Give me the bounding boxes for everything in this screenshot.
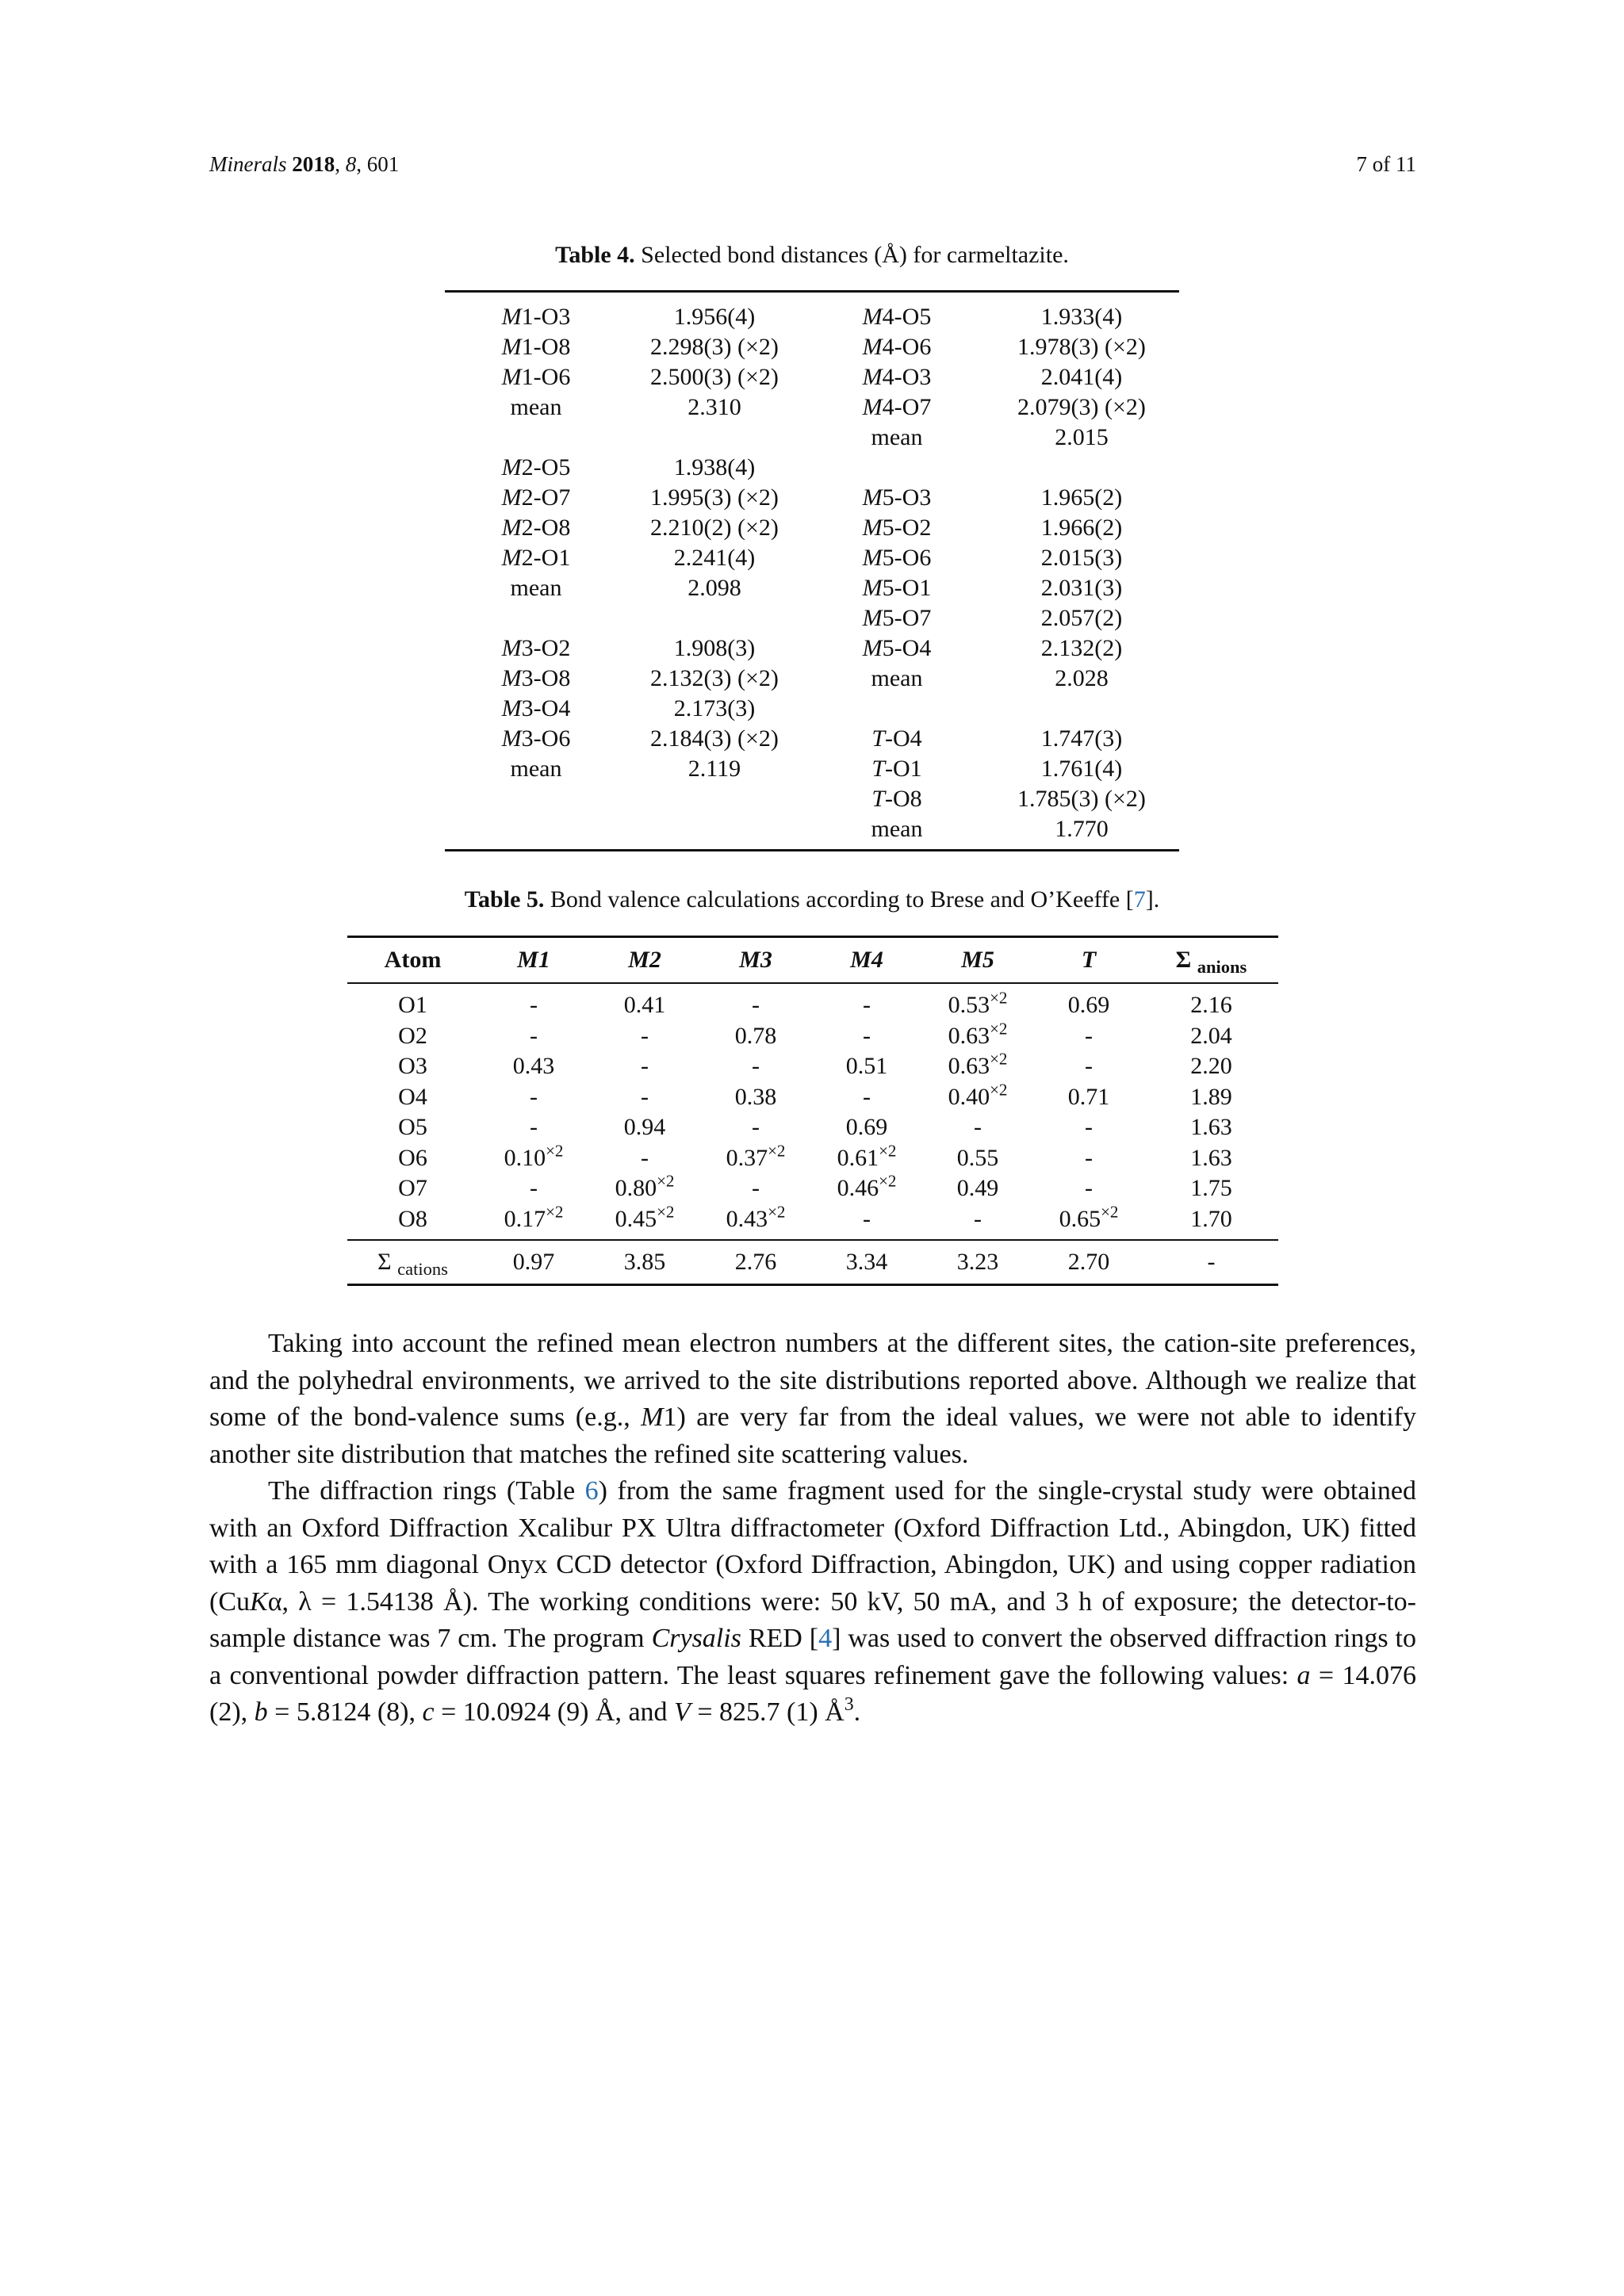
table5-header-m2: M2 <box>628 947 661 973</box>
table5-value-cell <box>589 1021 700 1052</box>
table5-value-cell <box>922 1204 1033 1241</box>
table5-value-cell <box>589 983 700 1021</box>
table4-cell: mean <box>871 424 923 450</box>
table5-value-cell <box>589 1204 700 1241</box>
table4-cell: 2.132(2) <box>1040 635 1123 661</box>
table5-value-cell <box>1144 1021 1278 1052</box>
table5-value-cell <box>700 983 811 1021</box>
cell-value: - <box>863 992 871 1019</box>
table5-value-cell <box>811 1143 922 1174</box>
table4-row <box>445 543 1179 573</box>
table4-cell: M5-O7 <box>862 605 932 631</box>
table5-header-atom: Atom <box>384 947 442 973</box>
table5-value-cell <box>922 1082 1033 1113</box>
table4-cell: M2-O1 <box>501 545 571 571</box>
table4-cell: 2.500(3) (×2) <box>650 364 779 390</box>
table4-row <box>445 332 1179 362</box>
table4-cell: 2.298(3) (×2) <box>650 334 779 360</box>
article-number: 601 <box>366 152 400 176</box>
table5-atom-cell <box>347 1204 478 1241</box>
cell-value: 0.43 <box>726 1205 768 1232</box>
table4-cell: M1-O8 <box>501 334 571 360</box>
sigma-symbol: Σ <box>1175 947 1192 973</box>
table5-atom-cell <box>347 1021 478 1052</box>
p2-text-b: ) from the same fragment used for the single-crystal study were obtained with an Oxford Diffraction Xcalibur PX Ultra diffractometer (Oxford Diffraction Ltd., Abingdon, UK) fitted with a 165 mm diagonal Onyx CCD detector (Oxford Diffraction, Abingdon, UK) and using copper radiation (Cu <box>209 1476 1416 1617</box>
table5-atom-cell <box>347 1112 478 1143</box>
p2-text-g: = 5.8124 (8), <box>267 1697 423 1727</box>
table5-row <box>347 1051 1278 1082</box>
table4-cell: M5-O3 <box>862 484 932 511</box>
cell-value: - <box>1085 1114 1093 1141</box>
cell-value: - <box>641 1144 649 1171</box>
multiplicity-superscript: ×2 <box>546 1141 564 1161</box>
table5-value-cell <box>811 983 922 1021</box>
table5-value-cell <box>478 1051 589 1082</box>
table5-value-cell <box>478 1204 589 1241</box>
table5-citation-link[interactable]: 7 <box>1133 886 1146 913</box>
cell-value: 0.17 <box>504 1205 546 1232</box>
cell-value: O4 <box>398 1083 427 1110</box>
cell-value: 0.37 <box>726 1144 768 1171</box>
table4-row <box>445 664 1179 694</box>
table5-value-cell <box>700 1112 811 1143</box>
table5-value-cell <box>1033 1051 1144 1082</box>
cell-value: 2.20 <box>1190 1053 1232 1080</box>
multiplicity-superscript: ×2 <box>879 1141 897 1161</box>
cell-value: 1.89 <box>1190 1083 1232 1110</box>
table5-caption-text: Bond valence calculations according to Brese and O’Keeffe [ <box>550 886 1134 913</box>
table5-value-cell <box>589 1082 700 1113</box>
p1-text-b: 1) are very far from the ideal values, we were not able to identify another site distribution that matches the refined site scattering values. <box>209 1402 1416 1469</box>
table4-cell: 1.785(3) (×2) <box>1017 786 1146 812</box>
cell-value: 0.69 <box>1067 992 1110 1019</box>
cell-value: 0.53 <box>948 992 990 1019</box>
table5-value-cell <box>811 1082 922 1113</box>
table5-value-cell <box>922 1112 1033 1143</box>
table5-value-cell <box>478 1143 589 1174</box>
cell-value: 0.69 <box>845 1114 888 1141</box>
table5-value-cell <box>811 1204 922 1241</box>
table5-sum-cell: 2.76 <box>734 1249 777 1275</box>
table5-sum-row <box>347 1240 1278 1285</box>
table4-cell: mean <box>510 394 562 420</box>
table4-cell: 1.978(3) (×2) <box>1017 334 1146 360</box>
table5-row <box>347 1112 1278 1143</box>
table5-header-m3: M3 <box>739 947 772 973</box>
cell-value: - <box>752 1053 760 1080</box>
cell-value: - <box>530 1083 538 1110</box>
cell-value: 0.63 <box>948 1053 990 1080</box>
table4-cell: 2.173(3) <box>673 695 756 721</box>
table5-row <box>347 1143 1278 1174</box>
cell-value: - <box>641 1022 649 1049</box>
table5-atom-cell <box>347 1143 478 1174</box>
p2-text-c: α, λ = 1.54138 Å). The working conditions were: 50 kV, 50 mA, and 3 h of exposure; the detector-to-sample distance was 7 cm. The program <box>209 1586 1416 1653</box>
table4-cell: M3-O6 <box>501 725 571 752</box>
table5-value-cell <box>811 1173 922 1204</box>
table5-value-cell <box>478 1112 589 1143</box>
table5-value-cell <box>478 983 589 1021</box>
p1-site-symbol: M <box>641 1402 664 1432</box>
cell-value: 0.55 <box>956 1144 999 1171</box>
p2-text-h: = 10.0924 (9) Å, and <box>434 1697 675 1727</box>
body-text <box>209 1326 1416 1732</box>
table4-row <box>445 483 1179 513</box>
table4-cell: 2.015(3) <box>1040 545 1123 571</box>
table5-value-cell <box>922 1173 1033 1204</box>
table4-cell: 1.933(4) <box>1040 304 1123 330</box>
p2-program-name: Crysalis <box>651 1624 741 1653</box>
table5-sum-cell: 2.70 <box>1067 1249 1110 1275</box>
paragraph-site-distribution <box>209 1326 1416 1473</box>
journal-volume: 8 <box>345 152 357 176</box>
table4-cell: T-O4 <box>871 725 922 752</box>
journal-citation: Minerals 2018, 8, 601 <box>209 152 400 176</box>
table5-value-cell <box>811 1112 922 1143</box>
table4-cell: M1-O6 <box>501 364 571 390</box>
table5-header-sum-anions <box>1144 937 1278 984</box>
p2-exponent: 3 <box>844 1693 854 1715</box>
table5-header-row <box>347 937 1278 984</box>
journal-year: 2018 <box>292 152 335 176</box>
table4-caption <box>0 242 1624 269</box>
table5-value-cell <box>1033 1143 1144 1174</box>
p2-end: . <box>853 1697 861 1727</box>
cell-value: - <box>641 1053 649 1080</box>
table4-cell: 1.747(3) <box>1040 725 1123 752</box>
multiplicity-superscript: ×2 <box>990 1019 1008 1039</box>
table4-cell: M3-O8 <box>501 665 571 691</box>
cell-value: 0.80 <box>615 1175 657 1202</box>
table5-value-cell <box>700 1051 811 1082</box>
table4-cell: 1.938(4) <box>673 454 756 480</box>
table4-cell: 2.210(2) (×2) <box>650 515 779 541</box>
cell-value: - <box>752 1175 760 1202</box>
table5-value-cell <box>811 1021 922 1052</box>
cell-value: 0.43 <box>512 1053 555 1080</box>
table4-cell: 2.057(2) <box>1040 605 1123 631</box>
table5-sum-cell: 0.97 <box>512 1249 555 1275</box>
multiplicity-superscript: ×2 <box>657 1171 675 1191</box>
cell-value: 0.61 <box>837 1144 879 1171</box>
table4-row <box>445 633 1179 664</box>
table5-bond-valence <box>347 936 1278 1286</box>
cell-value: - <box>863 1083 871 1110</box>
cell-value: - <box>530 1175 538 1202</box>
cell-value: O2 <box>398 1022 427 1049</box>
table5-atom-cell <box>347 983 478 1021</box>
cell-value: 0.49 <box>956 1175 999 1202</box>
table4-row <box>445 392 1179 423</box>
cell-value: O6 <box>398 1144 427 1171</box>
table4-row <box>445 784 1179 814</box>
table5-value-cell <box>1144 1173 1278 1204</box>
table4-cell: 2.079(3) (×2) <box>1017 394 1146 420</box>
table4-cell: M4-O5 <box>862 304 932 330</box>
table4-row <box>445 814 1179 844</box>
table5-value-cell <box>589 1112 700 1143</box>
table5-value-cell <box>478 1173 589 1204</box>
table4-row <box>445 513 1179 543</box>
table5-value-cell <box>1033 1112 1144 1143</box>
table4-caption-text: Selected bond distances (Å) for carmeltazite. <box>641 242 1069 268</box>
table5-value-cell <box>700 1204 811 1241</box>
table4-cell: M3-O2 <box>501 635 571 661</box>
p1-text-a: Taking into account the refined mean electron numbers at the different sites, the cation-site preferences, and the polyhedral environments, we arrived to the site distributions reported above. Although we realize that some of the bond-valence sums (e.g., <box>209 1329 1416 1432</box>
table6-link[interactable]: 6 <box>584 1476 599 1506</box>
cell-value: O1 <box>398 992 427 1019</box>
table4-cell: 2.184(3) (×2) <box>650 725 779 752</box>
table5-caption-end: ]. <box>1145 886 1160 913</box>
cell-value: 0.40 <box>948 1083 990 1110</box>
table4-row <box>445 754 1179 784</box>
cell-value: - <box>1085 1144 1093 1171</box>
p2-text-e: ] was used to convert the observed diffraction rings to a conventional powder diffraction pattern. The least squares refinement gave the following values: <box>209 1624 1416 1690</box>
table4-cell: M2-O8 <box>501 515 571 541</box>
cell-value: - <box>974 1205 982 1232</box>
table5-label: Table 5. <box>464 886 545 913</box>
table5-value-cell <box>1033 1204 1144 1241</box>
table4-cell: M5-O1 <box>862 575 932 601</box>
table5-value-cell <box>1033 1021 1144 1052</box>
multiplicity-superscript: ×2 <box>1101 1202 1119 1222</box>
table4-cell: 2.310 <box>688 394 741 420</box>
table5-header-m4: M4 <box>850 947 883 973</box>
table5-value-cell <box>1033 983 1144 1021</box>
table5-row <box>347 1204 1278 1241</box>
table4-cell: 2.132(3) (×2) <box>650 665 779 691</box>
table5-atom-cell <box>347 1082 478 1113</box>
table5-row <box>347 983 1278 1021</box>
cell-value: 0.71 <box>1067 1083 1110 1110</box>
p2-v-symbol: V <box>674 1697 691 1727</box>
table5-value-cell <box>922 983 1033 1021</box>
cell-value: - <box>641 1083 649 1110</box>
cell-value: - <box>863 1022 871 1049</box>
cell-value: O3 <box>398 1053 427 1080</box>
multiplicity-superscript: ×2 <box>990 988 1008 1008</box>
cell-value: 2.04 <box>1190 1022 1232 1049</box>
cell-value: - <box>530 1022 538 1049</box>
table4-cell: M2-O7 <box>501 484 571 511</box>
table4-label: Table 4. <box>555 242 635 268</box>
p2-k-symbol: K <box>250 1586 268 1617</box>
cell-value: O5 <box>398 1114 427 1141</box>
table5-value-cell <box>1144 1112 1278 1143</box>
table4-row <box>445 573 1179 603</box>
cell-value: 0.10 <box>504 1144 546 1171</box>
table4-row <box>445 603 1179 633</box>
table5-atom-cell <box>347 1051 478 1082</box>
table5-body <box>347 983 1278 1240</box>
cell-value: - <box>530 992 538 1019</box>
table4-cell: mean <box>510 575 562 601</box>
cell-value: 0.51 <box>845 1053 888 1080</box>
cell-value: - <box>1085 1175 1093 1202</box>
table5-row <box>347 1082 1278 1113</box>
multiplicity-superscript: ×2 <box>990 1049 1008 1069</box>
page-number: 7 of 11 <box>1356 152 1416 176</box>
table5-header-m5: M5 <box>961 947 994 973</box>
paragraph-diffraction <box>209 1473 1416 1732</box>
table4-cell: 1.761(4) <box>1040 756 1123 782</box>
table5-value-cell <box>478 1021 589 1052</box>
table4-cell: 2.015 <box>1055 424 1109 450</box>
table5-row <box>347 1021 1278 1052</box>
multiplicity-superscript: ×2 <box>546 1202 564 1222</box>
cell-value: - <box>1085 1022 1093 1049</box>
table5-header-t: T <box>1081 947 1097 973</box>
table5-sum-label <box>347 1240 478 1285</box>
cell-value: 1.63 <box>1190 1114 1232 1141</box>
multiplicity-superscript: ×2 <box>657 1202 675 1222</box>
table4-cell: 1.995(3) (×2) <box>650 484 779 511</box>
p2-c-symbol: c <box>422 1697 435 1727</box>
cell-value: 2.16 <box>1190 992 1232 1019</box>
table4-cell: M4-O6 <box>862 334 932 360</box>
table5-value-cell <box>700 1021 811 1052</box>
table4-cell: T-O8 <box>871 786 922 812</box>
cell-value: 0.94 <box>623 1114 666 1141</box>
table4-cell: 1.770 <box>1055 816 1109 842</box>
table5-value-cell <box>1144 983 1278 1021</box>
table5-value-cell <box>1144 1143 1278 1174</box>
table4-cell: 2.031(3) <box>1040 575 1123 601</box>
ref4-link[interactable]: 4 <box>818 1624 833 1653</box>
table5-value-cell <box>478 1082 589 1113</box>
table5-value-cell <box>811 1051 922 1082</box>
multiplicity-superscript: ×2 <box>768 1202 786 1222</box>
cell-value: - <box>863 1205 871 1232</box>
p2-text-d: RED [ <box>741 1624 819 1653</box>
table4-cell: 1.956(4) <box>673 304 756 330</box>
cell-value: 0.38 <box>734 1083 777 1110</box>
table5-sum-cell: 3.85 <box>623 1249 666 1275</box>
table4-cell: 2.241(4) <box>673 545 756 571</box>
table4-cell: 2.041(4) <box>1040 364 1123 390</box>
table4-cell: M5-O6 <box>862 545 932 571</box>
table4-cell: mean <box>510 756 562 782</box>
table5-value-cell <box>1033 1173 1144 1204</box>
table4-row <box>445 302 1179 332</box>
cations-subscript: cations <box>397 1258 448 1279</box>
table5-value-cell <box>1144 1051 1278 1082</box>
table5-caption <box>0 886 1624 913</box>
table4-cell: M5-O4 <box>862 635 932 661</box>
table5-value-cell <box>589 1173 700 1204</box>
table5-value-cell <box>922 1021 1033 1052</box>
table4-row <box>445 724 1179 754</box>
table5-value-cell <box>1144 1204 1278 1241</box>
table5-value-cell <box>922 1051 1033 1082</box>
table5-row <box>347 1173 1278 1204</box>
table4-cell: 2.098 <box>688 575 741 601</box>
table4-cell: 1.965(2) <box>1040 484 1123 511</box>
cell-value: - <box>752 1114 760 1141</box>
cell-value: - <box>974 1114 982 1141</box>
journal-name: Minerals <box>209 152 287 176</box>
table4-cell: M1-O3 <box>501 304 571 330</box>
table4-cell: M3-O4 <box>501 695 571 721</box>
cell-value: - <box>530 1114 538 1141</box>
table5-sum-cell: - <box>1207 1249 1216 1275</box>
table5-sum-cell: 3.34 <box>845 1249 888 1275</box>
multiplicity-superscript: ×2 <box>990 1080 1008 1100</box>
cell-value: O8 <box>398 1205 427 1232</box>
table5-sum-cell: 3.23 <box>956 1249 999 1275</box>
table4-row <box>445 453 1179 483</box>
cell-value: - <box>752 992 760 1019</box>
table5-value-cell <box>1033 1082 1144 1113</box>
table4-cell: mean <box>871 816 923 842</box>
cell-value: 0.63 <box>948 1022 990 1049</box>
cell-value: 0.45 <box>615 1205 657 1232</box>
table4-cell: 1.908(3) <box>673 635 756 661</box>
cell-value: 1.70 <box>1190 1205 1232 1232</box>
cell-value: O7 <box>398 1175 427 1202</box>
cell-value: 1.63 <box>1190 1144 1232 1171</box>
table5-value-cell <box>589 1143 700 1174</box>
cell-value: - <box>1085 1053 1093 1080</box>
table4-bond-distances <box>445 290 1179 851</box>
cell-value: 0.65 <box>1059 1205 1101 1232</box>
cell-value: 0.41 <box>623 992 666 1019</box>
p2-b-symbol: b <box>254 1697 268 1727</box>
table4-cell: 2.028 <box>1055 665 1109 691</box>
table4-cell: M4-O7 <box>862 394 932 420</box>
anions-subscript: anions <box>1197 956 1247 977</box>
p2-text-f: = 14.076 (2), <box>209 1660 1416 1727</box>
multiplicity-superscript: ×2 <box>879 1171 897 1191</box>
multiplicity-superscript: ×2 <box>768 1141 786 1161</box>
table5-value-cell <box>589 1051 700 1082</box>
table5-value-cell <box>1144 1082 1278 1113</box>
table5-value-cell <box>700 1143 811 1174</box>
cell-value: 1.75 <box>1190 1175 1232 1202</box>
p2-text-a: The diffraction rings (Table <box>268 1476 585 1506</box>
table5-value-cell <box>700 1173 811 1204</box>
table4-cell: 2.119 <box>688 756 741 782</box>
p2-text-i: = 825.7 (1) Å <box>690 1697 845 1727</box>
cell-value: 0.46 <box>837 1175 879 1202</box>
table4-cell: M2-O5 <box>501 454 571 480</box>
cell-value: 0.78 <box>734 1022 777 1049</box>
table4-row <box>445 362 1179 392</box>
table5-header-m1: M1 <box>517 947 550 973</box>
table4-cell: T-O1 <box>871 756 922 782</box>
table5-value-cell <box>922 1143 1033 1174</box>
table4-cell: mean <box>871 665 923 691</box>
table4-cell: M5-O2 <box>862 515 932 541</box>
p2-a-symbol: a <box>1297 1660 1311 1690</box>
sigma-symbol: Σ <box>377 1249 392 1275</box>
table4-row <box>445 423 1179 453</box>
table5-value-cell <box>700 1082 811 1113</box>
table4-cell: M4-O3 <box>862 364 932 390</box>
table4-row <box>445 694 1179 724</box>
table4-cell: 1.966(2) <box>1040 515 1123 541</box>
table5-atom-cell <box>347 1173 478 1204</box>
